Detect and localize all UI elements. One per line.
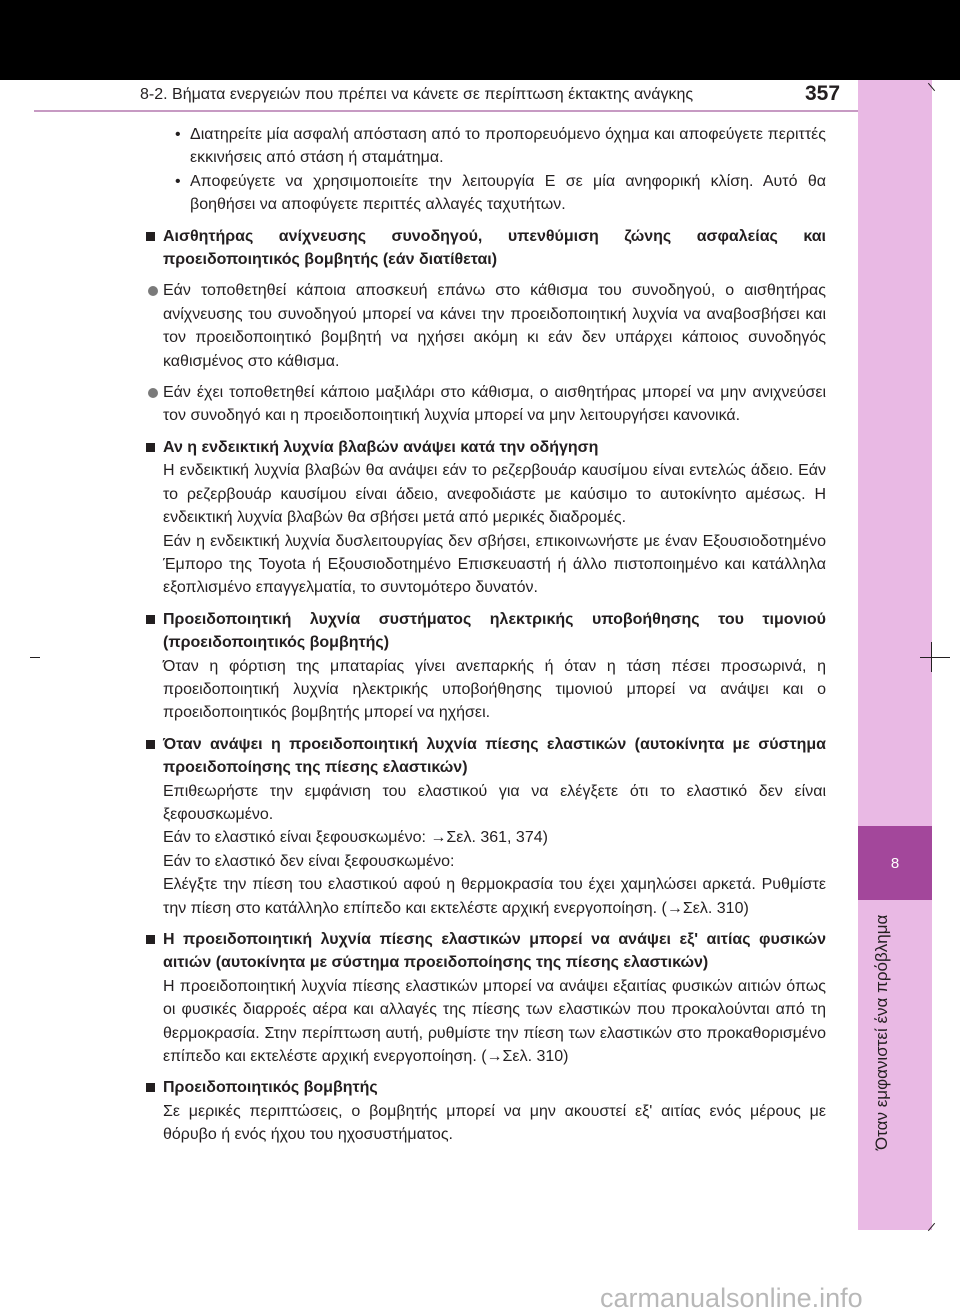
top-black-bar [0,0,960,80]
section-header: 8-2. Βήματα ενεργειών που πρέπει να κάνετε σε περίπτωση έκτακτης ανάγκης [140,86,694,103]
crop-mark [931,642,932,672]
list-item [128,279,826,373]
list-item [128,170,826,217]
chapter-number: 8 [890,854,900,872]
paragraph: Εάν το ελαστικό δεν είναι ξεφουσκωμένο: [163,852,455,870]
bullet-text: Διατηρείτε μία ασφαλή απόσταση από το προπορευόμενο όχημα και αποφεύγετε περιττές εκκινήσεις από στάση ή σταμάτημα. [190,126,826,167]
header-rule [34,110,858,112]
section-heading: Όταν ανάψει η προειδοποιητική λυχνία πίεσης ελαστικών (αυτοκίνητα με σύστημα προειδοποίησης της πίεσης ελαστικών) [128,733,826,780]
square-bullet-icon [146,1083,155,1092]
section-heading: Προειδοποιητική λυχνία συστήματος ηλεκτρικής υποβοήθησης του τιμονιού (προειδοποιητικός βομβητής) [128,608,826,655]
paragraph: Εάν η ενδεικτική λυχνία δυσλειτουργίας δεν σβήσει, επικοινωνήστε με έναν Εξουσιοδοτημένο Έμπορο της Toyota ή Εξουσιοδοτημένο Επισκευαστή ή άλλο πιστοποιημένο και κατάλληλα εξοπλισμένο επαγγελματία, το συντομότερο δυνατόν. [163,532,826,597]
paragraph: Επιθεωρήστε την εμφάνιση του ελαστικού για να ελέγξετε ότι το ελαστικό δεν είναι ξεφουσκωμένο. [163,782,826,823]
circle-bullet-icon [148,286,158,296]
paragraph: Η προειδοποιητική λυχνία πίεσης ελαστικών μπορεί να ανάψει εξαιτίας φυσικών αιτιών όπως οι φυσικές διαρροές αέρα και αλλαγές της πίεσης των ελαστικών που προκαλούνται από τη θερμοκρασία. Στην περίπτωση αυτή, ρυθμίστε την πίεση των ελαστικών στο προκαθορισμένο επίπεδο και εκτελέστε αρχική ενεργοποίηση. (→Σελ. 310) [163,977,826,1066]
bullet-icon: • [175,126,181,143]
paragraph: Εάν το ελαστικό είναι ξεφουσκωμένο: →Σελ. 361, 374) [163,829,548,847]
square-bullet-icon [146,443,155,452]
item-text: Εάν έχει τοποθετηθεί κάποιο μαξιλάρι στο κάθισμα, ο αισθητήρας μπορεί να μην ανιχνεύσει τον συνοδηγό και η προειδοποιητική λυχνία μπορεί να μην λειτουργήσει κανονικά. [163,384,826,425]
chapter-side-tab [858,80,932,1230]
paragraph: Όταν η φόρτιση της μπαταρίας γίνει ανεπαρκής ή όταν η τάση πέσει προσωρινά, η προειδοποιητική λυχνία ηλεκτρικής υποβοήθησης τιμονιού μπορεί να ανάψει και ο προειδοποιητικός βομβητής μπορεί να ηχήσει. [163,657,826,722]
section-heading: Η προειδοποιητική λυχνία πίεσης ελαστικών μπορεί να ανάψει εξ' αιτίας φυσικών αιτιών (αυτοκίνητα με σύστημα προειδοποίησης της πίεσης ελαστικών) [128,928,826,975]
page-number: 357 [805,82,841,105]
bullet-icon: • [175,172,181,190]
square-bullet-icon [146,232,155,241]
square-bullet-icon [146,740,155,749]
page-content [128,123,826,1147]
list-item [128,123,826,170]
paragraph: Η ενδεικτική λυχνία βλαβών θα ανάψει εάν το ρεζερβουάρ καυσίμου είναι εντελώς άδειο. Εάν το ρεζερβουάρ καυσίμου είναι άδειο, ανεφοδιάστε με καύσιμο το αυτοκίνητο αμέσως. Η ενδεικτική λυχνία βλαβών θα σβήσει μετά από μερικές διαδρομές. [163,462,826,527]
section-heading: Προειδοποιητικός βομβητής [128,1076,826,1099]
square-bullet-icon [146,615,155,624]
item-text: Εάν τοποθετηθεί κάποια αποσκευή επάνω στο κάθισμα του συνοδηγού, ο αισθητήρας ανίχνευσης του συνοδηγού μπορεί να κάνει την προειδοποιητική λυχνία να αναβοσβήσει και τον προειδοποιητικό βομβητή να ηχήσει ακόμη κι εάν δεν υπάρχει κάποιος συνοδηγός καθισμένος στο κάθισμα. [163,282,826,370]
paragraph: Σε μερικές περιπτώσεις, ο βομβητής μπορεί να μην ακουστεί εξ' αιτίας ενός μέρους με θόρυβο ή ενός ήχου του ηχοσυστήματος. [163,1102,826,1144]
watermark: carmanualsonline.info [600,1283,863,1313]
bullet-text: Αποφεύγετε να χρησιμοποιείτε την λειτουργία E σε μία ανηφορική κλίση. Αυτό θα βοηθήσει να αποφύγετε περιττές αλλαγές ταχυτήτων. [190,172,826,214]
circle-bullet-icon [148,388,158,398]
chapter-title-vertical: Όταν εμφανιστεί ένα πρόβλημα [872,914,891,1150]
square-bullet-icon [146,935,155,944]
paragraph: Ελέγξτε την πίεση του ελαστικού αφού η θερμοκρασία του έχει χαμηλώσει αρκετά. Ρυθμίστε την πίεση στο κατάλληλο επίπεδο και εκτελέστε αρχική ενεργοποίηση. (→Σελ. 310) [163,876,826,917]
crop-mark [920,657,950,658]
section-heading: Αισθητήρας ανίχνευσης συνοδηγού, υπενθύμιση ζώνης ασφαλείας και προειδοποιητικός βομβητής (εάν διατίθεται) [128,225,826,272]
crop-mark [30,657,40,658]
list-item [128,381,826,428]
section-heading: Αν η ενδεικτική λυχνία βλαβών ανάψει κατά την οδήγηση [128,436,826,459]
